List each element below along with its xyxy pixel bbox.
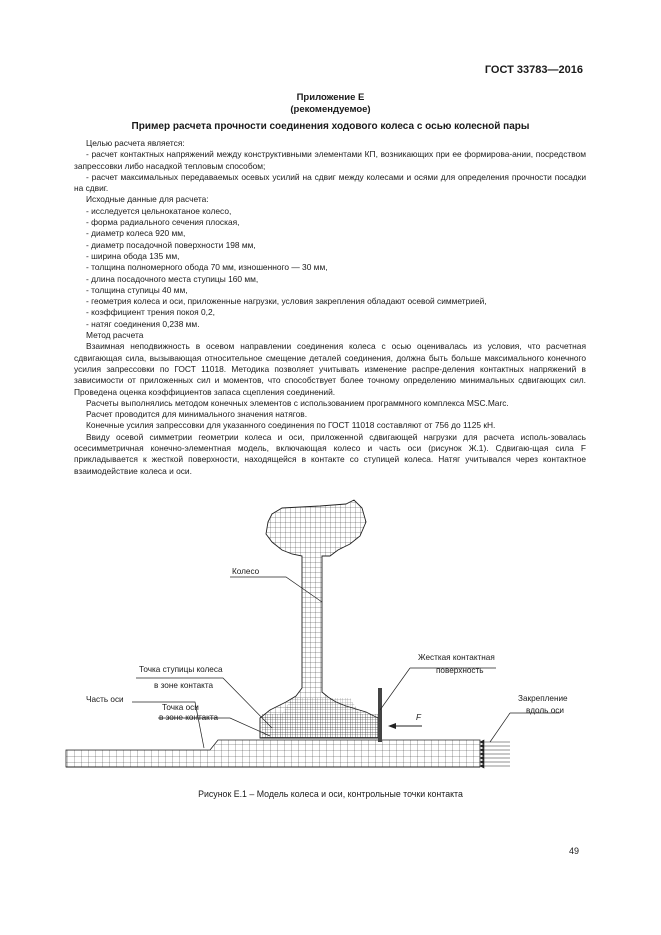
body-paragraph: - коэффициент трения покоя 0,2, xyxy=(86,307,215,318)
body-paragraph: - геометрия колеса и оси, приложенные нагрузки, условия закрепления обладают осевой симметрией, xyxy=(86,296,487,307)
body-paragraph: Метод расчета xyxy=(86,330,144,341)
label-hub-point-1: Точка ступицы колеса xyxy=(139,665,223,674)
body-paragraph: - форма радиального сечения плоская, xyxy=(86,217,240,228)
fem-model-diagram xyxy=(60,492,600,782)
annex-title: Приложение Е xyxy=(296,92,365,103)
body-paragraph: Исходные данные для расчета: xyxy=(86,194,209,205)
body-paragraph: - ширина обода 135 мм, xyxy=(86,250,180,261)
label-fixation-2: вдоль оси xyxy=(526,706,564,715)
body-paragraph: - диаметр колеса 920 мм, xyxy=(86,228,186,239)
body-paragraph: - расчет контактных напряжений между конструктивными элементами КП, возникающих при ее формирова-ании, посредством запрессовки либо насадкой тепловым способом; xyxy=(74,149,586,171)
label-axle-part: Часть оси xyxy=(86,695,124,704)
annex-status: (рекомендуемое) xyxy=(290,104,371,115)
label-axle-point-2: в зоне контакта xyxy=(159,713,219,722)
force-arrow xyxy=(388,723,422,729)
label-force: F xyxy=(416,713,422,722)
body-paragraph: - исследуется цельнокатаное колесо, xyxy=(86,205,232,216)
label-rigid-2: поверхность xyxy=(436,666,484,675)
body-paragraph: Конечные усилия запрессовки для указанного соединения по ГОСТ 11018 составляют от 756 до 1125 кН. xyxy=(86,420,496,431)
body-paragraph: - диаметр посадочной поверхности 198 мм, xyxy=(86,239,256,250)
body-paragraph: - длина посадочного места ступицы 160 мм, xyxy=(86,273,259,284)
body-paragraph: Ввиду осевой симметрии геометрии колеса и оси, приложенной сдвигающей нагрузки для расчета исполь-зовалась осесимметричная конечно-элементная модель, включающая колесо и часть оси (рисунок Ж.1). Сдвигаю-щая сила F прикладывается к жесткой поверхности, находящейся в контакте со ступицей колеса. Натяг учитывался через контактное взаимодействие колеса и оси. xyxy=(74,431,586,476)
axial-fixation-arrows xyxy=(480,740,510,768)
axle-mesh xyxy=(66,740,480,767)
body-paragraph: - расчет максимальных передаваемых осевых усилий на сдвиг между колесами и осями для определения прочности посадки на сдвиг. xyxy=(74,171,586,194)
body-paragraph: Расчеты выполнялись методом конечных элементов с использованием программного комплекса MSC.Marc. xyxy=(86,397,509,408)
label-fixation-1: Закрепление xyxy=(518,694,568,703)
figure-wheel-axle-model xyxy=(60,492,600,782)
label-axle-point-1: Точка оси xyxy=(162,703,199,712)
annex-heading xyxy=(0,92,661,116)
label-rigid-1: Жесткая контактная xyxy=(418,653,495,662)
section-title: Пример расчета прочности соединения ходового колеса с осью колесной пары xyxy=(131,121,530,132)
body-paragraph: - толщина полномерного обода 70 мм, изношенного — 30 мм, xyxy=(86,262,328,273)
body-paragraph: Целью расчета является: xyxy=(86,138,185,148)
wheel-mesh xyxy=(260,500,378,738)
figure-caption: Рисунок Е.1 – Модель колеса и оси, контрольные точки контакта xyxy=(198,789,463,799)
rigid-contact-surface xyxy=(378,688,382,742)
body-text xyxy=(74,138,586,477)
label-hub-point-2: в зоне контакта xyxy=(154,681,214,690)
body-paragraph: - натяг соединения 0,238 мм. xyxy=(86,318,200,329)
document-standard-number: ГОСТ 33783—2016 xyxy=(484,64,583,76)
label-wheel: Колесо xyxy=(232,567,260,576)
page-number: 49 xyxy=(568,846,579,856)
body-paragraph: Взаимная неподвижность в осевом направлении соединения колеса с осью оценивалась из условия, что расчетная сдвигающая сила, вызывающая относительное смещение деталей соединения, должна быть больше максимального конечного усилия запрессовки по ГОСТ 11018. Методика позволяет учитывать изменение распре-деления контактных напряжений в зависимости от приложенных сил и моментов, что способствует более точному определению минимальных сдвигающих сил. Проведена оценка коэффициентов запаса сцепления соединений. xyxy=(74,341,586,397)
body-paragraph: - толщина ступицы 40 мм, xyxy=(86,284,188,295)
body-paragraph: Расчет проводится для минимального значения натягов. xyxy=(86,409,308,420)
